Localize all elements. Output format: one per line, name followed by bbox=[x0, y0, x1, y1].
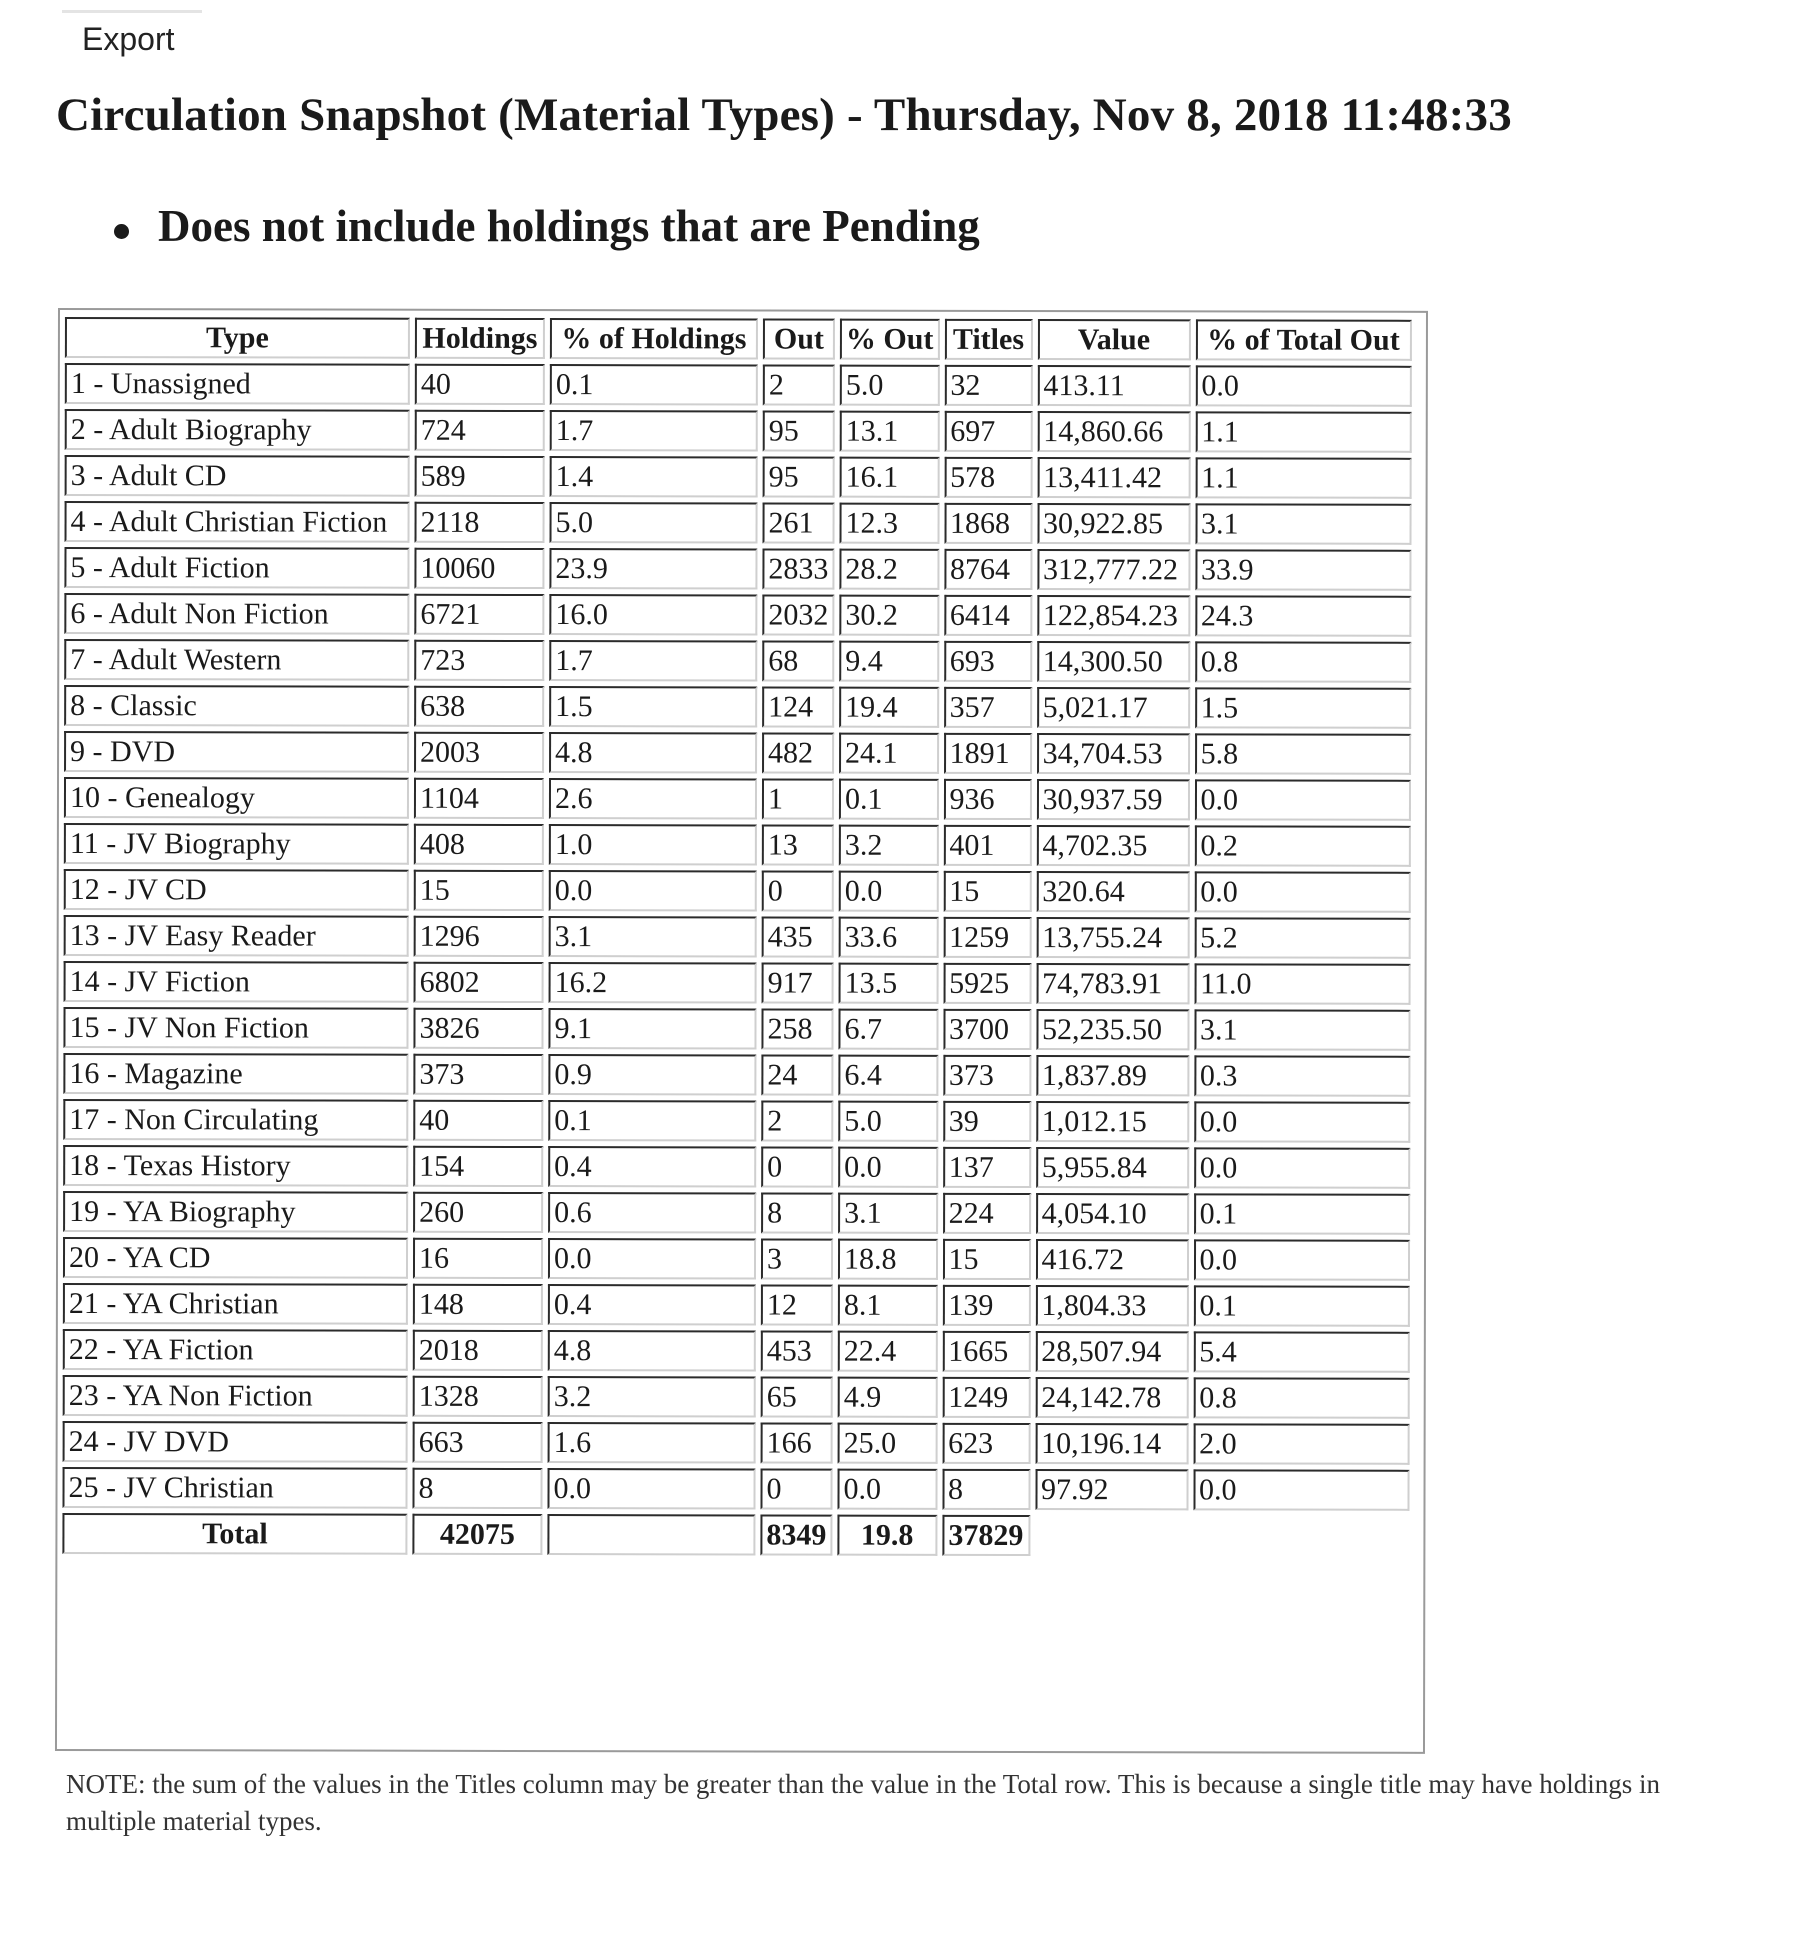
cell-pct-out: 12.3 bbox=[840, 503, 940, 544]
cell-out: 2 bbox=[761, 1100, 833, 1141]
cell-pct-out: 13.1 bbox=[840, 411, 940, 452]
table-row bbox=[64, 731, 1411, 775]
cell-pct-total-out: 5.2 bbox=[1194, 917, 1410, 958]
cell-titles: 693 bbox=[944, 641, 1032, 682]
cell-pct-total-out: 0.8 bbox=[1195, 641, 1411, 682]
cell-titles: 8764 bbox=[944, 549, 1032, 590]
cell-pct-holdings: 1.5 bbox=[549, 686, 757, 727]
total-type: Total bbox=[62, 1513, 407, 1555]
cell-holdings: 638 bbox=[414, 686, 544, 727]
cell-type: 3 - Adult CD bbox=[65, 455, 410, 497]
cell-holdings: 2118 bbox=[415, 502, 545, 543]
table-row bbox=[63, 1191, 1410, 1235]
cell-pct-total-out: 0.3 bbox=[1194, 1055, 1410, 1096]
cell-type: 14 - JV Fiction bbox=[64, 961, 409, 1003]
cell-out: 1 bbox=[762, 778, 834, 819]
cell-holdings: 408 bbox=[414, 824, 544, 865]
cell-titles: 224 bbox=[943, 1193, 1031, 1234]
cell-pct-holdings: 0.4 bbox=[548, 1284, 756, 1325]
header-out: Out bbox=[763, 318, 835, 359]
cell-pct-total-out: 0.1 bbox=[1193, 1285, 1409, 1326]
cell-out: 2833 bbox=[762, 548, 834, 589]
cell-out: 65 bbox=[761, 1376, 833, 1417]
cell-pct-total-out: 0.2 bbox=[1194, 825, 1410, 866]
cell-holdings: 2018 bbox=[413, 1330, 543, 1371]
cell-holdings: 1296 bbox=[414, 916, 544, 957]
cell-pct-out: 16.1 bbox=[840, 457, 940, 498]
cell-pct-out: 0.0 bbox=[837, 1469, 937, 1510]
cell-out: 2 bbox=[763, 364, 835, 405]
total-pct-out: 19.8 bbox=[837, 1515, 937, 1556]
cell-out: 482 bbox=[762, 732, 834, 773]
table-row bbox=[63, 1329, 1410, 1373]
cell-type: 4 - Adult Christian Fiction bbox=[65, 501, 410, 543]
page-title: Circulation Snapshot (Material Types) - Thursday, Nov 8, 2018 11:48:33 bbox=[56, 89, 1512, 141]
cell-pct-holdings: 16.0 bbox=[549, 594, 757, 635]
cell-out: 453 bbox=[761, 1330, 833, 1371]
header-pct-holdings: % of Holdings bbox=[550, 318, 758, 359]
cell-titles: 401 bbox=[943, 825, 1031, 866]
table-row bbox=[63, 1053, 1410, 1097]
cell-value: 312,777.22 bbox=[1037, 549, 1190, 590]
cell-pct-holdings: 1.4 bbox=[550, 456, 758, 497]
total-holdings: 42075 bbox=[412, 1514, 542, 1555]
cell-pct-out: 0.0 bbox=[838, 1147, 938, 1188]
table-row bbox=[64, 547, 1411, 591]
cell-type: 19 - YA Biography bbox=[63, 1191, 408, 1233]
cell-pct-holdings: 0.1 bbox=[548, 1100, 756, 1141]
cell-pct-total-out: 24.3 bbox=[1195, 595, 1411, 636]
cell-pct-total-out: 0.0 bbox=[1193, 1469, 1409, 1510]
cell-out: 24 bbox=[761, 1054, 833, 1095]
cell-pct-holdings: 5.0 bbox=[550, 502, 758, 543]
cell-type: 24 - JV DVD bbox=[63, 1421, 408, 1463]
cell-pct-total-out: 0.0 bbox=[1194, 779, 1410, 820]
cell-pct-out: 6.4 bbox=[838, 1055, 938, 1096]
cell-out: 261 bbox=[763, 502, 835, 543]
cell-out: 68 bbox=[762, 640, 834, 681]
notes-list bbox=[110, 200, 980, 252]
cell-titles: 623 bbox=[942, 1423, 1030, 1464]
cell-pct-total-out: 0.0 bbox=[1193, 1239, 1409, 1280]
table-total-row bbox=[62, 1513, 1409, 1557]
circulation-table-frame bbox=[55, 308, 1428, 1754]
cell-holdings: 40 bbox=[413, 1100, 543, 1141]
cell-pct-total-out: 0.0 bbox=[1194, 1101, 1410, 1142]
cell-holdings: 16 bbox=[413, 1238, 543, 1279]
table-row bbox=[65, 409, 1412, 453]
cell-titles: 6414 bbox=[944, 595, 1032, 636]
table-header-row bbox=[65, 317, 1412, 361]
cell-titles: 936 bbox=[943, 779, 1031, 820]
table-row bbox=[64, 685, 1411, 729]
cell-pct-holdings: 1.7 bbox=[550, 410, 758, 451]
cell-value: 13,411.42 bbox=[1037, 457, 1190, 498]
cell-pct-total-out: 33.9 bbox=[1195, 549, 1411, 590]
cell-pct-holdings: 0.0 bbox=[549, 870, 757, 911]
cell-value: 24,142.78 bbox=[1035, 1377, 1188, 1418]
cell-type: 16 - Magazine bbox=[63, 1053, 408, 1095]
cell-pct-holdings: 0.1 bbox=[550, 364, 758, 405]
cell-out: 0 bbox=[762, 870, 834, 911]
cell-value: 320.64 bbox=[1036, 871, 1189, 912]
cell-pct-out: 30.2 bbox=[839, 595, 939, 636]
cell-value: 30,922.85 bbox=[1037, 503, 1190, 544]
cell-pct-holdings: 0.0 bbox=[547, 1468, 755, 1509]
note-item bbox=[110, 200, 980, 252]
cell-type: 20 - YA CD bbox=[63, 1237, 408, 1279]
cell-pct-holdings: 0.4 bbox=[548, 1146, 756, 1187]
cell-value: 1,837.89 bbox=[1036, 1055, 1189, 1096]
cell-holdings: 8 bbox=[412, 1468, 542, 1509]
cell-value: 28,507.94 bbox=[1035, 1331, 1188, 1372]
cell-value: 5,955.84 bbox=[1036, 1147, 1189, 1188]
cell-type: 7 - Adult Western bbox=[64, 639, 409, 681]
cell-pct-holdings: 3.2 bbox=[548, 1376, 756, 1417]
cell-pct-out: 5.0 bbox=[840, 365, 940, 406]
cell-pct-holdings: 0.0 bbox=[548, 1238, 756, 1279]
cell-value: 34,704.53 bbox=[1037, 733, 1190, 774]
cell-pct-out: 0.1 bbox=[839, 779, 939, 820]
cell-type: 10 - Genealogy bbox=[64, 777, 409, 819]
cell-holdings: 148 bbox=[413, 1284, 543, 1325]
cell-value: 4,054.10 bbox=[1036, 1193, 1189, 1234]
cell-pct-total-out: 1.1 bbox=[1195, 457, 1411, 498]
table-row bbox=[63, 1099, 1410, 1143]
bullet-icon bbox=[114, 224, 129, 239]
table-row bbox=[63, 1283, 1410, 1327]
cell-pct-out: 13.5 bbox=[839, 963, 939, 1004]
table-row bbox=[63, 1237, 1410, 1281]
cell-pct-total-out: 3.1 bbox=[1195, 503, 1411, 544]
cell-type: 11 - JV Biography bbox=[64, 823, 409, 865]
table-row bbox=[64, 593, 1411, 637]
cell-holdings: 10060 bbox=[414, 548, 544, 589]
cell-pct-holdings: 2.6 bbox=[549, 778, 757, 819]
cell-pct-total-out: 11.0 bbox=[1194, 963, 1410, 1004]
cell-out: 3 bbox=[761, 1238, 833, 1279]
cell-holdings: 3826 bbox=[413, 1008, 543, 1049]
cell-pct-out: 9.4 bbox=[839, 641, 939, 682]
cell-pct-out: 24.1 bbox=[839, 733, 939, 774]
table-row bbox=[63, 1375, 1410, 1419]
cell-pct-holdings: 23.9 bbox=[549, 548, 757, 589]
table-row bbox=[65, 363, 1412, 407]
table-row bbox=[64, 961, 1411, 1005]
cell-titles: 1868 bbox=[944, 503, 1032, 544]
cell-holdings: 373 bbox=[413, 1054, 543, 1095]
cell-out: 258 bbox=[761, 1008, 833, 1049]
cell-pct-holdings: 3.1 bbox=[549, 916, 757, 957]
cell-pct-holdings: 0.9 bbox=[548, 1054, 756, 1095]
cell-titles: 139 bbox=[942, 1285, 1030, 1326]
cell-pct-total-out: 5.8 bbox=[1195, 733, 1411, 774]
header-pct-out: % Out bbox=[840, 319, 940, 360]
export-button[interactable]: Export bbox=[62, 10, 202, 56]
header-value: Value bbox=[1037, 319, 1190, 360]
cell-pct-total-out: 0.0 bbox=[1194, 1147, 1410, 1188]
cell-titles: 15 bbox=[943, 871, 1031, 912]
table-body bbox=[62, 363, 1411, 1557]
cell-out: 2032 bbox=[762, 594, 834, 635]
cell-out: 12 bbox=[761, 1284, 833, 1325]
cell-out: 13 bbox=[762, 824, 834, 865]
cell-holdings: 6721 bbox=[414, 594, 544, 635]
total-empty-pct-total-out bbox=[1193, 1515, 1409, 1556]
cell-out: 95 bbox=[763, 456, 835, 497]
cell-pct-total-out: 0.0 bbox=[1195, 365, 1411, 406]
cell-out: 0 bbox=[761, 1146, 833, 1187]
cell-titles: 137 bbox=[943, 1147, 1031, 1188]
cell-titles: 1259 bbox=[943, 917, 1031, 958]
cell-holdings: 589 bbox=[415, 456, 545, 497]
cell-type: 1 - Unassigned bbox=[65, 363, 410, 405]
table-row bbox=[64, 823, 1411, 867]
cell-type: 5 - Adult Fiction bbox=[64, 547, 409, 589]
cell-pct-out: 22.4 bbox=[838, 1331, 938, 1372]
table-row bbox=[63, 1421, 1410, 1465]
cell-value: 4,702.35 bbox=[1036, 825, 1189, 866]
total-titles: 37829 bbox=[942, 1515, 1030, 1556]
cell-value: 5,021.17 bbox=[1037, 687, 1190, 728]
cell-holdings: 663 bbox=[413, 1422, 543, 1463]
cell-pct-holdings: 1.7 bbox=[549, 640, 757, 681]
table-row bbox=[64, 777, 1411, 821]
cell-titles: 5925 bbox=[943, 963, 1031, 1004]
cell-type: 15 - JV Non Fiction bbox=[63, 1007, 408, 1049]
cell-value: 14,860.66 bbox=[1037, 411, 1190, 452]
cell-pct-total-out: 3.1 bbox=[1194, 1009, 1410, 1050]
cell-type: 17 - Non Circulating bbox=[63, 1099, 408, 1141]
cell-titles: 39 bbox=[943, 1101, 1031, 1142]
cell-out: 166 bbox=[761, 1422, 833, 1463]
cell-titles: 1665 bbox=[942, 1331, 1030, 1372]
cell-titles: 8 bbox=[942, 1469, 1030, 1510]
cell-holdings: 260 bbox=[413, 1192, 543, 1233]
cell-holdings: 2003 bbox=[414, 732, 544, 773]
cell-value: 52,235.50 bbox=[1036, 1009, 1189, 1050]
cell-value: 416.72 bbox=[1035, 1239, 1188, 1280]
cell-pct-holdings: 0.6 bbox=[548, 1192, 756, 1233]
total-empty-value bbox=[1035, 1515, 1188, 1556]
cell-holdings: 40 bbox=[415, 364, 545, 405]
cell-holdings: 1328 bbox=[413, 1376, 543, 1417]
note-text: Does not include holdings that are Pending bbox=[158, 201, 980, 251]
cell-pct-holdings: 16.2 bbox=[549, 962, 757, 1003]
cell-value: 1,804.33 bbox=[1035, 1285, 1188, 1326]
cell-pct-total-out: 0.8 bbox=[1193, 1377, 1409, 1418]
cell-pct-total-out: 5.4 bbox=[1193, 1331, 1409, 1372]
cell-value: 30,937.59 bbox=[1036, 779, 1189, 820]
table-row bbox=[64, 639, 1411, 683]
cell-holdings: 15 bbox=[414, 870, 544, 911]
cell-type: 13 - JV Easy Reader bbox=[64, 915, 409, 957]
table-row bbox=[65, 455, 1412, 499]
cell-holdings: 154 bbox=[413, 1146, 543, 1187]
cell-type: 8 - Classic bbox=[64, 685, 409, 727]
cell-pct-holdings: 1.0 bbox=[549, 824, 757, 865]
table-row bbox=[64, 915, 1411, 959]
cell-pct-holdings: 4.8 bbox=[549, 732, 757, 773]
cell-pct-total-out: 1.5 bbox=[1195, 687, 1411, 728]
cell-pct-out: 18.8 bbox=[838, 1239, 938, 1280]
cell-titles: 373 bbox=[943, 1055, 1031, 1096]
header-pct-total-out: % of Total Out bbox=[1195, 319, 1411, 360]
cell-out: 124 bbox=[762, 686, 834, 727]
cell-type: 22 - YA Fiction bbox=[63, 1329, 408, 1371]
cell-out: 0 bbox=[760, 1468, 832, 1509]
total-out: 8349 bbox=[760, 1514, 832, 1555]
cell-pct-out: 33.6 bbox=[839, 917, 939, 958]
cell-out: 435 bbox=[762, 916, 834, 957]
cell-titles: 3700 bbox=[943, 1009, 1031, 1050]
header-holdings: Holdings bbox=[415, 318, 545, 359]
table-row bbox=[62, 1467, 1409, 1511]
cell-out: 95 bbox=[763, 410, 835, 451]
table-row bbox=[64, 869, 1411, 913]
cell-pct-out: 5.0 bbox=[838, 1101, 938, 1142]
cell-pct-out: 28.2 bbox=[839, 549, 939, 590]
cell-holdings: 724 bbox=[415, 410, 545, 451]
circulation-table bbox=[57, 312, 1416, 1562]
cell-type: 18 - Texas History bbox=[63, 1145, 408, 1187]
cell-type: 12 - JV CD bbox=[64, 869, 409, 911]
cell-value: 14,300.50 bbox=[1037, 641, 1190, 682]
cell-pct-holdings: 1.6 bbox=[548, 1422, 756, 1463]
cell-titles: 15 bbox=[942, 1239, 1030, 1280]
cell-titles: 578 bbox=[944, 457, 1032, 498]
cell-value: 13,755.24 bbox=[1036, 917, 1189, 958]
cell-pct-total-out: 1.1 bbox=[1195, 411, 1411, 452]
cell-pct-out: 25.0 bbox=[838, 1423, 938, 1464]
header-titles: Titles bbox=[944, 319, 1032, 360]
cell-holdings: 1104 bbox=[414, 778, 544, 819]
cell-type: 23 - YA Non Fiction bbox=[63, 1375, 408, 1417]
cell-out: 8 bbox=[761, 1192, 833, 1233]
cell-pct-out: 3.1 bbox=[838, 1193, 938, 1234]
cell-type: 6 - Adult Non Fiction bbox=[64, 593, 409, 635]
cell-type: 2 - Adult Biography bbox=[65, 409, 410, 451]
cell-pct-out: 8.1 bbox=[838, 1285, 938, 1326]
cell-holdings: 6802 bbox=[414, 962, 544, 1003]
cell-pct-out: 6.7 bbox=[838, 1009, 938, 1050]
total-pct-holdings bbox=[547, 1514, 755, 1555]
cell-type: 21 - YA Christian bbox=[63, 1283, 408, 1325]
footnote: NOTE: the sum of the values in the Titles column may be greater than the value in the Total row. This is because a single title may have holdings in multiple material types. bbox=[66, 1769, 1661, 1836]
cell-pct-total-out: 0.0 bbox=[1194, 871, 1410, 912]
cell-pct-total-out: 0.1 bbox=[1194, 1193, 1410, 1234]
cell-pct-out: 0.0 bbox=[839, 871, 939, 912]
cell-type: 25 - JV Christian bbox=[62, 1467, 407, 1509]
cell-pct-holdings: 4.8 bbox=[548, 1330, 756, 1371]
cell-pct-holdings: 9.1 bbox=[548, 1008, 756, 1049]
cell-pct-total-out: 2.0 bbox=[1193, 1423, 1409, 1464]
cell-titles: 1891 bbox=[944, 733, 1032, 774]
cell-value: 74,783.91 bbox=[1036, 963, 1189, 1004]
cell-titles: 1249 bbox=[942, 1377, 1030, 1418]
cell-value: 122,854.23 bbox=[1037, 595, 1190, 636]
cell-value: 413.11 bbox=[1037, 365, 1190, 406]
cell-pct-out: 4.9 bbox=[838, 1377, 938, 1418]
table-row bbox=[63, 1145, 1410, 1189]
header-type: Type bbox=[65, 317, 410, 359]
cell-value: 97.92 bbox=[1035, 1469, 1188, 1510]
cell-titles: 357 bbox=[944, 687, 1032, 728]
cell-pct-out: 3.2 bbox=[839, 825, 939, 866]
cell-holdings: 723 bbox=[414, 640, 544, 681]
cell-value: 1,012.15 bbox=[1036, 1101, 1189, 1142]
cell-value: 10,196.14 bbox=[1035, 1423, 1188, 1464]
cell-pct-out: 19.4 bbox=[839, 687, 939, 728]
cell-titles: 32 bbox=[944, 365, 1032, 406]
cell-type: 9 - DVD bbox=[64, 731, 409, 773]
table-row bbox=[65, 501, 1412, 545]
cell-out: 917 bbox=[762, 962, 834, 1003]
cell-titles: 697 bbox=[944, 411, 1032, 452]
table-row bbox=[63, 1007, 1410, 1051]
